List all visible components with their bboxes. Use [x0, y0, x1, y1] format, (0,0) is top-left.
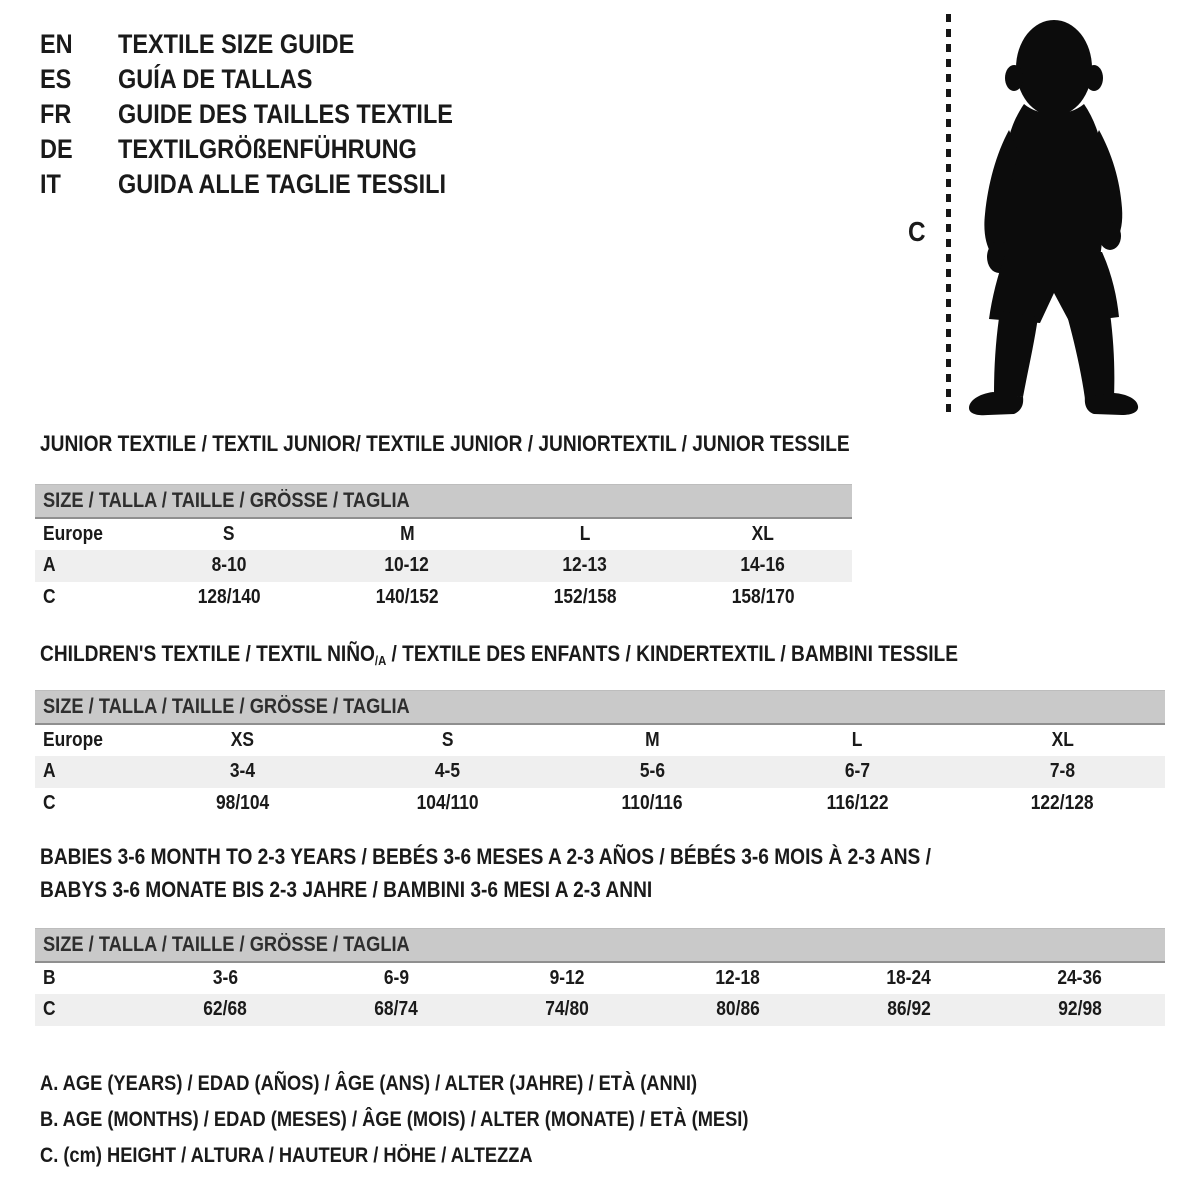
size-header-label: SIZE / TALLA / TAILLE / GRÖSSE / TAGLIA — [43, 694, 410, 718]
height-measure-label: C — [908, 216, 926, 247]
cell-value: 3-4 — [229, 760, 256, 782]
language-code: ES — [40, 64, 72, 94]
size-header-row — [35, 929, 1165, 962]
size-header-row — [35, 485, 852, 518]
title-subscript: /A — [374, 653, 387, 668]
size-header-label: SIZE / TALLA / TAILLE / GRÖSSE / TAGLIA — [43, 932, 410, 956]
cell-value: L — [579, 522, 591, 545]
cell-value: 18-24 — [886, 966, 931, 989]
height-measure-line — [946, 14, 951, 418]
language-row-es — [40, 62, 503, 97]
cell-value: M — [645, 728, 660, 751]
cell-value: 86/92 — [886, 998, 931, 1020]
cell-value: 116/122 — [826, 792, 889, 814]
cell-value: 110/116 — [622, 792, 683, 814]
size-header-label: SIZE / TALLA / TAILLE / GRÖSSE / TAGLIA — [43, 488, 410, 512]
measure-legend — [40, 1066, 854, 1174]
size-header-row — [35, 691, 1165, 724]
legend-line-a: A. AGE (YEARS) / EDAD (AÑOS) / ÂGE (ANS) / ALTER (JAHRE) / ETÀ (ANNI) — [40, 1072, 698, 1095]
language-header — [40, 27, 503, 202]
row-label: C — [43, 792, 56, 814]
cell-value: 10-12 — [384, 554, 430, 576]
babies-title-line2: BABYS 3-6 MONATE BIS 2-3 JAHRE / BAMBINI 3-6 MESI A 2-3 ANNI — [40, 877, 653, 902]
language-code: IT — [40, 169, 61, 199]
row-label: Europe — [43, 522, 103, 545]
row-label: A — [43, 760, 56, 782]
cell-value: 24-36 — [1057, 966, 1102, 989]
table-row-height — [35, 994, 1165, 1026]
cell-value: 9-12 — [549, 966, 585, 989]
cell-value: 12-18 — [715, 966, 761, 989]
cell-value: 128/140 — [197, 586, 261, 608]
cell-value: 3-6 — [212, 966, 238, 989]
cell-value: 6-7 — [844, 760, 871, 782]
cell-value: XL — [1051, 728, 1074, 751]
legend-line-c: C. (cm) HEIGHT / ALTURA / HAUTEUR / HÖHE / ALTEZZA — [40, 1144, 533, 1167]
cell-value: 68/74 — [374, 998, 419, 1020]
cell-value: 14-16 — [740, 554, 786, 576]
language-row-de — [40, 132, 503, 167]
row-label: B — [43, 966, 56, 989]
language-label: GUIDA ALLE TAGLIE TESSILI — [118, 169, 446, 199]
language-code: EN — [40, 29, 73, 59]
table-row-height — [35, 788, 1165, 820]
cell-value: 74/80 — [545, 998, 589, 1020]
language-label: GUIDE DES TAILLES TEXTILE — [118, 99, 453, 129]
cell-value: 92/98 — [1057, 998, 1102, 1020]
children-section-title: CHILDREN'S TEXTILE / TEXTIL NIÑO/A / TEXTILE DES ENFANTS / KINDERTEXTIL / BAMBINI TESSILE — [40, 641, 959, 668]
legend-line-b: B. AGE (MONTHS) / EDAD (MESES) / ÂGE (MOIS) / ALTER (MONATE) / ETÀ (MESI) — [40, 1108, 749, 1131]
cell-value: 140/152 — [375, 586, 439, 608]
language-label: TEXTILE SIZE GUIDE — [118, 29, 355, 59]
cell-value: XL — [751, 522, 775, 545]
cell-value: S — [441, 728, 454, 751]
babies-section-title — [40, 844, 1064, 910]
language-row-it — [40, 167, 503, 202]
cell-value: L — [852, 728, 863, 751]
table-row-europe — [35, 518, 852, 550]
table-row-age — [35, 756, 1165, 788]
language-label: TEXTILGRÖßENFÜHRUNG — [118, 134, 417, 164]
cell-value: 4-5 — [434, 760, 461, 782]
cell-value: M — [399, 522, 415, 545]
toddler-silhouette-icon — [964, 14, 1146, 418]
cell-value: 80/86 — [716, 998, 760, 1020]
cell-value: 122/128 — [1031, 792, 1094, 814]
junior-size-table — [35, 484, 852, 614]
cell-value: 98/104 — [215, 792, 270, 814]
language-code: FR — [40, 99, 72, 129]
row-label: Europe — [43, 728, 103, 751]
junior-section-title: JUNIOR TEXTILE / TEXTIL JUNIOR/ TEXTILE JUNIOR / JUNIORTEXTIL / JUNIOR TESSILE — [40, 431, 850, 456]
table-row-height — [35, 582, 852, 614]
cell-value: 104/110 — [416, 792, 479, 814]
babies-size-table — [35, 928, 1165, 1026]
cell-value: 158/170 — [731, 586, 795, 608]
cell-value: 8-10 — [211, 554, 247, 576]
children-size-table — [35, 690, 1165, 820]
cell-value: 6-9 — [383, 966, 409, 989]
cell-value: XS — [230, 728, 255, 751]
cell-value: 12-13 — [562, 554, 608, 576]
cell-value: 7-8 — [1049, 760, 1076, 782]
language-label: GUÍA DE TALLAS — [118, 64, 313, 94]
language-row-en — [40, 27, 503, 62]
row-label: A — [43, 554, 56, 576]
cell-value: 152/158 — [553, 586, 617, 608]
cell-value: S — [223, 522, 235, 545]
language-row-fr — [40, 97, 503, 132]
cell-value: 62/68 — [203, 998, 248, 1020]
cell-value: 5-6 — [639, 760, 666, 782]
row-label: C — [43, 998, 56, 1020]
table-row-age — [35, 550, 852, 582]
row-label: C — [43, 586, 56, 608]
language-code: DE — [40, 134, 73, 164]
babies-title-line1: BABIES 3-6 MONTH TO 2-3 YEARS / BEBÉS 3-6 MESES A 2-3 AÑOS / BÉBÉS 3-6 MOIS À 2-3 ANS / — [40, 844, 931, 869]
table-row-months — [35, 962, 1165, 994]
table-row-europe — [35, 724, 1165, 756]
